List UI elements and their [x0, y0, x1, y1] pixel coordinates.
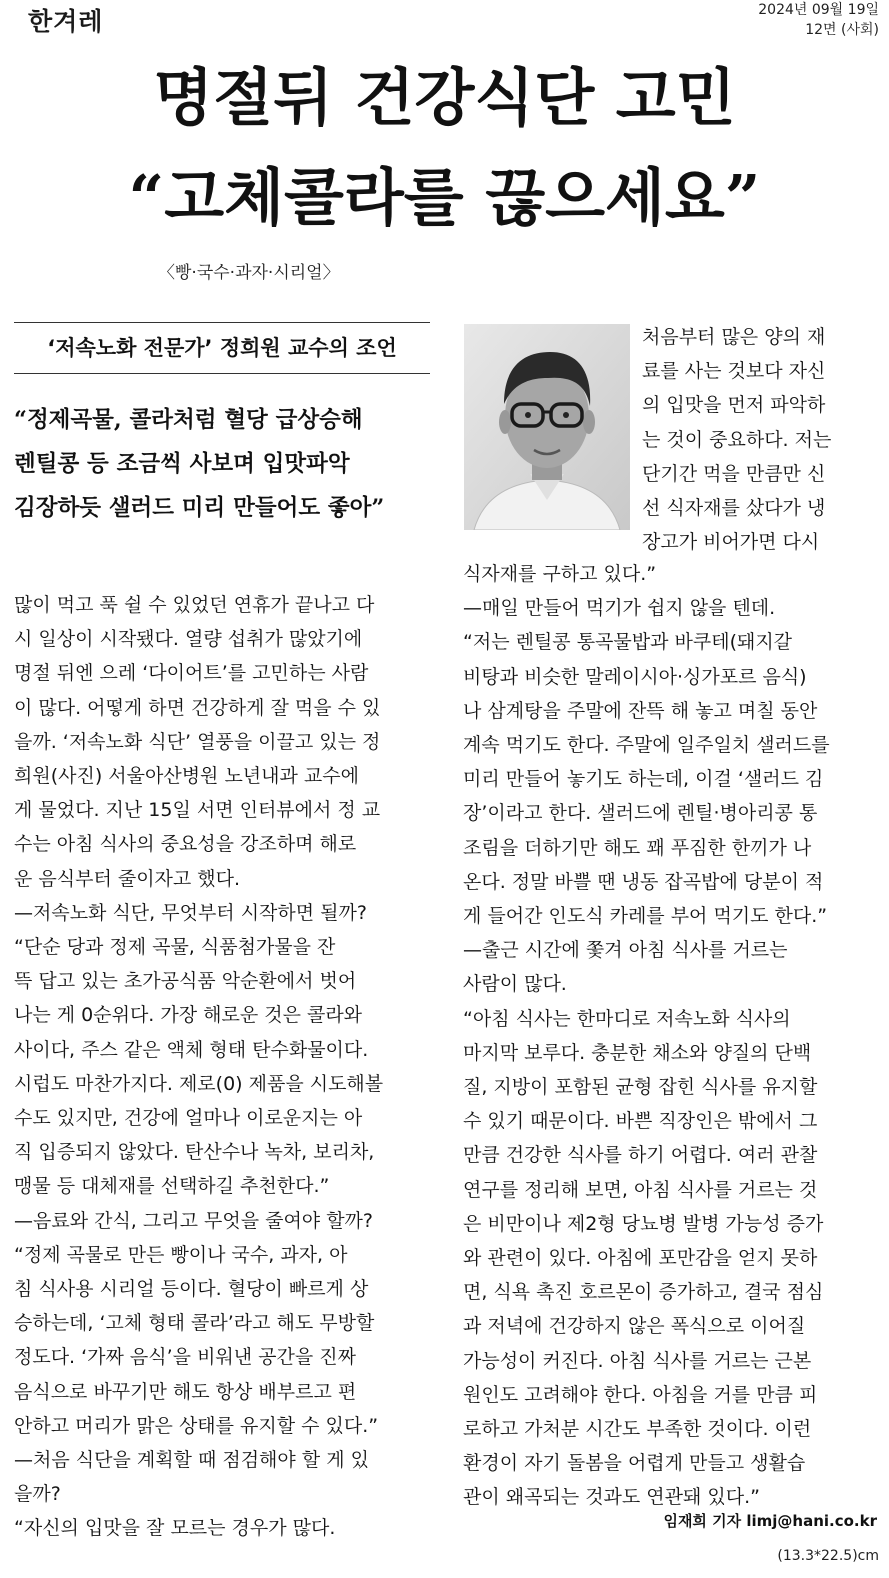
- clipping-size-note: (13.3*22.5)cm: [777, 1548, 879, 1564]
- body-line: 료를 사는 것보다 자신: [642, 360, 826, 383]
- body-line: 질, 지방이 포함된 균형 잡힌 식사를 유지할: [463, 1076, 818, 1099]
- body-line: 희원(사진) 서울아산병원 노년내과 교수에: [14, 765, 359, 788]
- body-line: 시럽도 마찬가지다. 제로(0) 제품을 시도해볼: [14, 1072, 384, 1095]
- body-line: 나 삼계탕을 주말에 잔뜩 해 놓고 며칠 동안: [463, 699, 818, 722]
- pull-quote: [14, 398, 434, 530]
- body-line: 게 들어간 인도식 카레를 부어 먹기도 한다.”: [463, 905, 828, 928]
- body-line: 단기간 먹을 만큼만 신: [642, 462, 826, 485]
- body-line: 식자재를 구하고 있다.”: [463, 563, 657, 585]
- body-line: “단순 당과 정제 곡물, 식품첨가물을 잔: [14, 936, 336, 959]
- body-line: “아침 식사는 한마디로 저속노화 식사의: [463, 1007, 791, 1030]
- body-line: 뜩 답고 있는 초가공식품 악순환에서 벗어: [14, 970, 357, 993]
- body-line: 맹물 등 대체재를 선택하길 추천한다.”: [14, 1175, 330, 1198]
- body-line: 시 일상이 시작됐다. 열량 섭취가 많았기에: [14, 628, 363, 651]
- publication-date: 2024년 09월 19일: [758, 2, 879, 18]
- body-line: 정도다. ‘가짜 음식’을 비워낸 공간을 진짜: [14, 1346, 356, 1369]
- pull-quote-line: 김장하듯 샐러드 미리 만들어도 좋아”: [14, 495, 385, 521]
- question-line: —매일 만들어 먹기가 쉽지 않을 텐데.: [463, 597, 776, 620]
- body-line: 처음부터 많은 양의 재: [642, 326, 826, 348]
- body-line: 가능성이 커진다. 아침 식사를 거르는 근본: [463, 1349, 812, 1372]
- body-line: 승하는데, ‘고체 형태 콜라’라고 해도 무방할: [14, 1312, 375, 1335]
- body-line: 수 있기 때문이다. 바쁜 직장인은 밖에서 그: [463, 1110, 818, 1133]
- body-line: 비탕과 비슷한 말레이시아·싱가포르 음식): [463, 665, 807, 688]
- body-line: 미리 만들어 놓기도 하는데, 이걸 ‘샐러드 김: [463, 768, 824, 791]
- body-line: 는 것이 중요하다. 저는: [642, 428, 832, 451]
- body-line: 과 저녁에 건강하지 않은 폭식으로 이어질: [463, 1315, 806, 1338]
- subhead: 〈빵·국수·과자·시리얼〉: [158, 263, 340, 283]
- body-line: “정제 곡물로 만든 빵이나 국수, 과자, 아: [14, 1243, 348, 1266]
- question-line: 사람이 많다.: [463, 973, 567, 996]
- portrait-photo: [464, 324, 630, 530]
- kicker-text: ‘저속노화 전문가’ 정희원 교수의 조언: [47, 336, 397, 360]
- page-section: 12면 (사회): [805, 22, 879, 38]
- body-line: “저는 렌틸콩 통곡물밥과 바쿠테(돼지갈: [463, 631, 793, 654]
- body-line: 마지막 보루다. 충분한 채소와 양질의 단백: [463, 1041, 812, 1064]
- body-line: 게 물었다. 지난 15일 서면 인터뷰에서 정 교: [14, 799, 381, 822]
- body-line: 은 비만이나 제2형 당뇨병 발병 가능성 증가: [463, 1212, 824, 1235]
- headline-line-1: 명절뒤 건강식단 고민: [153, 61, 736, 134]
- body-line: 운 음식부터 줄이자고 했다.: [14, 867, 241, 890]
- newspaper-logo: 한겨레: [28, 7, 104, 36]
- question-line: 을까?: [14, 1483, 61, 1506]
- body-line: 이 많다. 어떻게 하면 건강하게 잘 먹을 수 있: [14, 696, 381, 719]
- headline-line-2: “고체콜라를 끊으세요”: [128, 161, 761, 234]
- body-line: 면, 식욕 촉진 호르몬이 증가하고, 결국 점심: [463, 1281, 824, 1304]
- body-line: 을까. ‘저속노화 식단’ 열풍을 이끌고 있는 정: [14, 730, 381, 753]
- body-line: 조림을 더하기만 해도 꽤 푸짐한 한끼가 나: [463, 836, 812, 859]
- body-line: 와 관련이 있다. 아침에 포만감을 얻지 못하: [463, 1247, 818, 1270]
- pull-quote-line: 렌틸콩 등 조금씩 사보며 입맛파악: [14, 451, 350, 477]
- body-line: 온다. 정말 바쁠 땐 냉동 잡곡밥에 당분이 적: [463, 870, 824, 893]
- publication-meta: [758, 0, 879, 40]
- question-line: —음료와 간식, 그리고 무엇을 줄여야 할까?: [14, 1209, 373, 1232]
- kicker-box: [14, 322, 430, 374]
- body-line: 침 식사용 시리얼 등이다. 혈당이 빠르게 상: [14, 1278, 369, 1301]
- question-line: —출근 시간에 쫓겨 아침 식사를 거르는: [463, 939, 788, 962]
- body-line: 직 입증되지 않았다. 탄산수나 녹차, 보리차,: [14, 1141, 375, 1164]
- pull-quote-line: “정제곡물, 콜라처럼 혈당 급상승해: [14, 407, 363, 433]
- body-line: 만큼 건강한 식사를 하기 어렵다. 여러 관찰: [463, 1144, 818, 1167]
- body-line: 안하고 머리가 맑은 상태를 유지할 수 있다.”: [14, 1414, 379, 1437]
- body-line: 의 입맛을 먼저 파악하: [642, 394, 826, 417]
- body-line: 명절 뒤엔 으레 ‘다이어트’를 고민하는 사람: [14, 662, 369, 685]
- body-column-left: [14, 588, 432, 1546]
- body-line: 원인도 고려해야 한다. 아침을 거를 만큼 피: [463, 1383, 818, 1406]
- body-line: 많이 먹고 푹 쉴 수 있었던 연휴가 끝나고 다: [14, 594, 375, 616]
- question-line: —처음 식단을 계획할 때 점검해야 할 게 있: [14, 1449, 369, 1472]
- body-line: 관이 왜곡되는 것과도 연관돼 있다.”: [463, 1486, 760, 1509]
- body-line: 장고가 비어가면 다시: [642, 531, 820, 554]
- body-column-right-top: [642, 320, 877, 559]
- headline: [0, 48, 889, 248]
- body-line: 장’이라고 한다. 샐러드에 렌틸·병아리콩 통: [463, 802, 818, 825]
- question-line: —저속노화 식단, 무엇부터 시작하면 될까?: [14, 901, 367, 924]
- body-line: 수는 아침 식사의 중요성을 강조하며 해로: [14, 833, 357, 856]
- body-line: 나는 게 0순위다. 가장 해로운 것은 콜라와: [14, 1004, 363, 1027]
- byline: 임재희 기자 limj@hani.co.kr: [663, 1512, 877, 1530]
- body-line: 수도 있지만, 건강에 얼마나 이로운지는 아: [14, 1107, 363, 1130]
- body-line: 환경이 자기 돌봄을 어렵게 만들고 생활습: [463, 1452, 806, 1475]
- body-column-right: [463, 557, 877, 1515]
- portrait-illustration: [464, 324, 630, 530]
- body-line: 로하고 가처분 시간도 부족한 것이다. 이런: [463, 1418, 812, 1441]
- body-line: “자신의 입맛을 잘 모르는 경우가 많다.: [14, 1517, 336, 1540]
- body-line: 선 식자재를 샀다가 냉: [642, 497, 826, 520]
- body-line: 음식으로 바꾸기만 해도 항상 배부르고 편: [14, 1380, 357, 1403]
- body-line: 계속 먹기도 한다. 주말에 일주일치 샐러드를: [463, 734, 830, 757]
- body-line: 사이다, 주스 같은 액체 형태 탄수화물이다.: [14, 1038, 369, 1061]
- body-line: 연구를 정리해 보면, 아침 식사를 거르는 것: [463, 1178, 818, 1201]
